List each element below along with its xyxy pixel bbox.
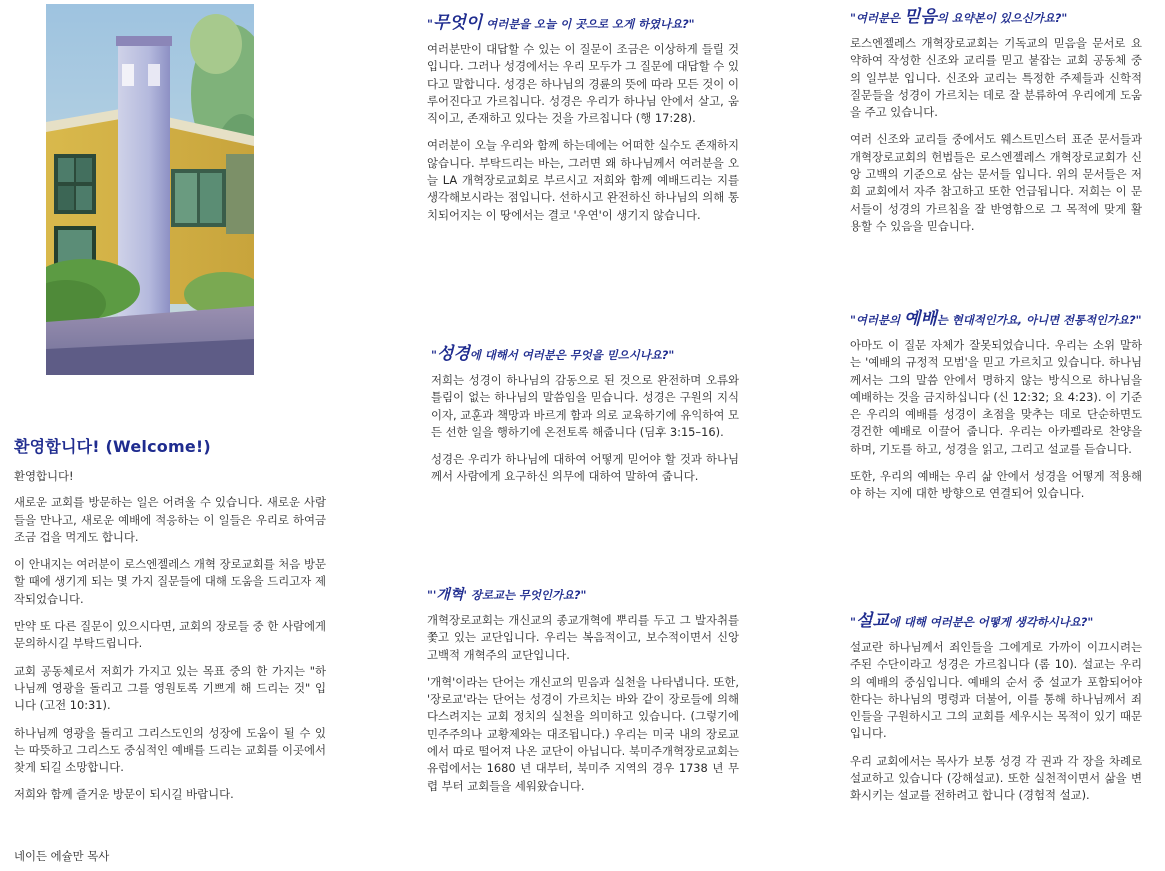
- section-heading: [427, 586, 739, 604]
- section-paragraph: 로스엔젤레스 개혁장로교회는 기독교의 믿음을 문서로 요약하여 작성한 신조와 교리를 믿고 붙잡는 교회 공동체 중의 일부분 입니다. 신조와 교리는 특정한 주제들과 신학적 질문들을 성경이 가르치는 데로 잘 분류하여 우리에게 도움을 주고 있습니다.: [850, 36, 1142, 120]
- section-paragraph: 아마도 이 질문 자체가 잘못되었습니다. 우리는 소위 말하는 '예배의 규정적 모범'을 믿고 가르치고 있습니다. 하나님께서는 그의 말씀 안에서 명하지 않는 방식으로 하나님을 예배하는 것을 금지하십니다 (신 12:32; 요 4:23). 이 기준은 우리의 예배를 성경이 초점을 맞추는 데로 단순하면도 경건한 예배로 이끌어 줍니다. 우리는 아카펠라로 찬양을 하며, 기도를 하고, 성경을 읽고, 그리고 설교를 듣습니다.: [850, 338, 1142, 456]
- heading-keyword: 설교: [855, 611, 889, 631]
- section-paragraph: 우리 교회에서는 목사가 보통 성경 각 권과 각 장을 차례로 설교하고 있습니다 (강해설교). 또한 실천적이면서 삶을 변화시키는 설교를 전하려고 합니다 (경험적 설교).: [850, 753, 1142, 803]
- section-paragraph: 개혁장로교회는 개신교의 종교개혁에 뿌리를 두고 그 발자취를 쫓고 있는 교단입니다. 우리는 복음적이고, 보수적이면서 신앙고백적 개혁주의 교단입니다.: [427, 613, 739, 662]
- section-why-here: [427, 14, 739, 234]
- heading-keyword: 예배: [903, 309, 937, 329]
- welcome-paragraph: 만약 또 다른 질문이 있으시다면, 교회의 장로들 중 한 사람에게 문의하시길 부탁드립니다.: [14, 619, 326, 651]
- section-paragraph: 여러분만이 대답할 수 있는 이 질문이 조금은 이상하게 들릴 것입니다. 그러나 성경에서는 우리 모두가 그 질문에 대답할 수 있다고 말합니다. 성경은 하나님의 경륜의 뜻에 따라 모든 것이 이루어진다고 가르칩니다. 성경은 우리가 하나님 안에서 살고, 움직이고, 존재하고 있다는 것을 가르칩니다 (행 17:28).: [427, 42, 740, 126]
- heading-post: 여러분을 오늘 이 곳으로 오게 하였나요?": [482, 17, 695, 31]
- section-heading: [427, 14, 739, 33]
- heading-pre: ": [427, 17, 433, 31]
- pastor-signature: 네이든 에슐만 목사: [14, 849, 110, 863]
- section-preaching: [850, 612, 1142, 815]
- welcome-body: [14, 468, 326, 814]
- welcome-paragraph: 새로운 교회를 방문하는 일은 어려울 수 있습니다. 새로운 사람들을 만나고, 새로운 예배에 적응하는 이 일들은 우리로 하여금 조금 겁을 먹게도 합니다.: [14, 495, 326, 544]
- heading-post: 는 현대적인가요, 아니면 전통적인가요?": [936, 313, 1142, 327]
- welcome-paragraph: 하나님께 영광을 돌리고 그리스도인의 성장에 도움이 될 수 있는 따뜻하고 그리스도 중심적인 예배를 드리는 교회를 이곳에서 찾게 되길 소망합니다.: [14, 725, 326, 775]
- heading-pre: "여러분은: [850, 11, 904, 25]
- section-faith-summary: [850, 8, 1142, 245]
- section-paragraph: 설교란 하나님께서 죄인들을 그에게로 가까이 이끄시려는 주된 수단이라고 성경은 가르칩니다 (롬 10). 설교는 우리의 예배의 중심입니다. 예배의 순서 중 설교가 포함되어야 한다는 하나님의 명령과 더불어, 이를 통해 하나님께서 죄인들을 구원하시고 그의 교회를 세우시는 목적이 있기 때문입니다.: [850, 640, 1142, 741]
- heading-post: 에 대해 여러분은 어떻게 생각하시나요?": [888, 615, 1094, 629]
- section-reformed: [427, 586, 739, 805]
- heading-keyword: 성경: [436, 344, 470, 364]
- section-heading: [431, 345, 739, 364]
- section-scripture: [431, 345, 739, 496]
- section-worship: [850, 310, 1142, 513]
- section-heading: [850, 612, 1142, 631]
- heading-post: 에 대해서 여러분은 무엇을 믿으시나요?": [469, 348, 675, 362]
- heading-pre: ": [431, 348, 437, 362]
- heading-pre: ": [850, 615, 856, 629]
- heading-keyword: 무엇이: [432, 13, 483, 33]
- section-paragraph: '개혁'이라는 단어는 개신교의 믿음과 실천을 나타냅니다. 또한, '장로교'라는 단어는 성경이 가르치는 바와 같이 장로들에 의해 다스려지는 교회 정치의 실천을 의미하고 있습니다. (그렇기에 민주주의나 교황제와는 대조됩니다.) 우리는 미국 내의 장로교에서 따로 떨어져 나온 교단이 아닙니다. 북미주개혁장로교회는 유럽에서는 1680 년 대부터, 북미주 지역의 경우 1738 년 무렵 부터 교회들을 세워왔습니다.: [427, 674, 739, 793]
- heading-post: 의 요약본이 있으신가요?": [936, 11, 1068, 25]
- section-paragraph: 저희는 성경이 하나님의 감동으로 된 것으로 완전하며 오류와 틀림이 없는 하나님의 말씀임을 믿습니다. 성경은 구원의 지식이자, 교훈과 책망과 바르게 함과 의로 교육하기에 유익하여 모든 선한 일을 행하기에 온전토록 해줍니다 (딤후 3:15–16).: [431, 373, 739, 439]
- church-photo: [46, 4, 254, 375]
- section-paragraph: 또한, 우리의 예배는 우리 삶 안에서 성경을 어떻게 적용해야 하는 지에 대한 방향으로 연결되어 있습니다.: [850, 469, 1142, 501]
- heading-pre: "여러분의: [850, 313, 904, 327]
- welcome-paragraph: 이 안내지는 여러분이 로스엔젤레스 개혁 장로교회를 처음 방문 할 때에 생기게 되는 몇 가지 질문들에 대해 도움을 드리고자 제작되었습니다.: [14, 557, 326, 606]
- welcome-paragraph: 교회 공동체로서 저희가 가지고 있는 목표 중의 한 가지는 "하나님께 영광을 돌리고 그를 영원토록 기쁘게 해 드리는 것" 입니다 (고전 10:31).: [14, 663, 326, 713]
- welcome-paragraph: 저희와 함께 즐거운 방문이 되시길 바랍니다.: [14, 787, 234, 802]
- section-heading: [850, 8, 1142, 27]
- heading-keyword: 개혁: [436, 587, 464, 603]
- section-paragraph: 여러분이 오늘 우리와 함께 하는데에는 어떠한 실수도 존재하지 않습니다. 부탁드리는 바는, 그러면 왜 하나님께서 여러분을 오늘 LA 개혁장로교회로 부르시고 저희와 함께 예배드리는 지를 생각해보시라는 점입니다. 선하시고 완전하신 하나님의 의해 통치되어지는 이 땅에서는 결코 '우연'이 생기지 않습니다.: [427, 138, 739, 222]
- section-paragraph: 여러 신조와 교리들 중에서도 웨스트민스터 표준 문서들과 개혁장로교회의 헌법들은 로스엔젤레스 개혁장로교회가 신앙 고백의 기준으로 삼는 문서들 입니다. 위의 문서들은 저희 교회에서 자주 참고하고 또한 언급됩니다. 저희는 이 문서들이 성경의 가르침을 잘 반영함으로 그 목적에 맞게 활용할 수 있음을 믿습니다.: [850, 132, 1142, 233]
- heading-keyword: 믿음: [903, 7, 937, 27]
- heading-post: ' 장로교는 무엇인가요?": [463, 588, 587, 602]
- welcome-greeting: 환영합니다!: [14, 469, 74, 483]
- welcome-title: 환영합니다! (Welcome!): [14, 437, 211, 456]
- section-heading: [850, 310, 1142, 329]
- heading-pre: "': [427, 588, 437, 602]
- section-paragraph: 성경은 우리가 하나님에 대하여 어떻게 믿어야 할 것과 하나님께서 사람에게 요구하신 의무에 대하여 말하여 줍니다.: [431, 452, 739, 484]
